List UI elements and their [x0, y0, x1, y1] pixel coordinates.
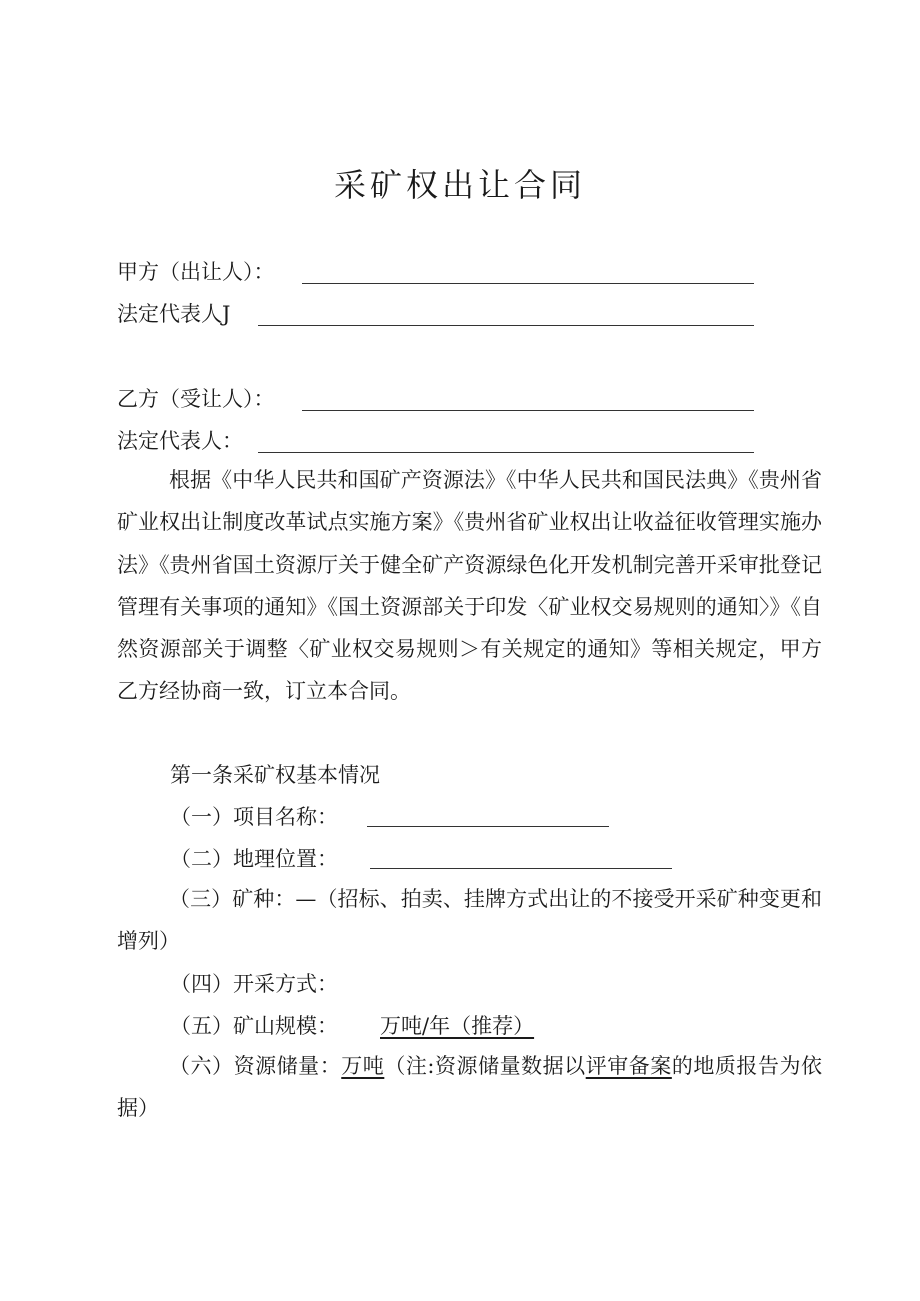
party-a-label: 甲方（出让人）：: [117, 260, 275, 284]
party-b-rep-blank: [258, 452, 754, 453]
reserves-label: （六）资源储量：: [169, 1054, 342, 1078]
project-name-blank: [367, 826, 609, 827]
reserves-unit: 万吨: [341, 1054, 385, 1078]
preamble-paragraph: 根据《中华人民共和国矿产资源法》《中华人民共和国民法典》《贵州省矿业权出让制度改革试点实施方案》《贵州省矿业权出让收益征收管理实施办法》《贵州省国土资源厅关于健全矿产资源绿色化开发机制完善开采审批登记管理有关事项的通知》《国土资源部关于印发〈矿业权交易规则的通知〉》《自然资源部关于调整〈矿业权交易规则＞有关规定的通知》等相关规定，甲方乙方经协商一致，订立本合同。: [117, 468, 822, 704]
party-a-blank: [302, 283, 754, 284]
item-location-label: （二）地理位置：: [170, 847, 338, 871]
party-b-blank: [302, 410, 754, 411]
party-a-rep-blank: [258, 325, 754, 326]
mine-scale-label: （五）矿山规模：: [170, 1014, 338, 1038]
reserves-note-close: 的地质报告为依据）: [117, 1054, 823, 1121]
item-mineral-type: （三）矿种：—（招标、拍卖、挂牌方式出让的不接受开采矿种变更和增列）: [117, 887, 822, 954]
item-mining-method-label: （四）开采方式：: [170, 972, 338, 996]
party-b-rep-label: 法定代表人：: [117, 429, 243, 453]
document-title: 采矿权出让合同: [333, 166, 586, 204]
item-project-name-label: （一）项目名称：: [170, 805, 338, 829]
party-a-rep-label: 法定代表人J: [117, 302, 231, 326]
reserves-note-open: （注:资源储量数据以: [384, 1054, 586, 1078]
party-b-label: 乙方（受让人）：: [117, 387, 275, 411]
mine-scale-value: 万吨/年（推荐）: [380, 1014, 535, 1038]
article-1-heading: 第一条采矿权基本情况: [170, 763, 380, 787]
reserves-note-underlined: 评审备案: [585, 1054, 672, 1078]
location-blank: [370, 868, 672, 869]
item-reserves: [117, 1045, 822, 1130]
item-mine-scale: [170, 1011, 534, 1041]
